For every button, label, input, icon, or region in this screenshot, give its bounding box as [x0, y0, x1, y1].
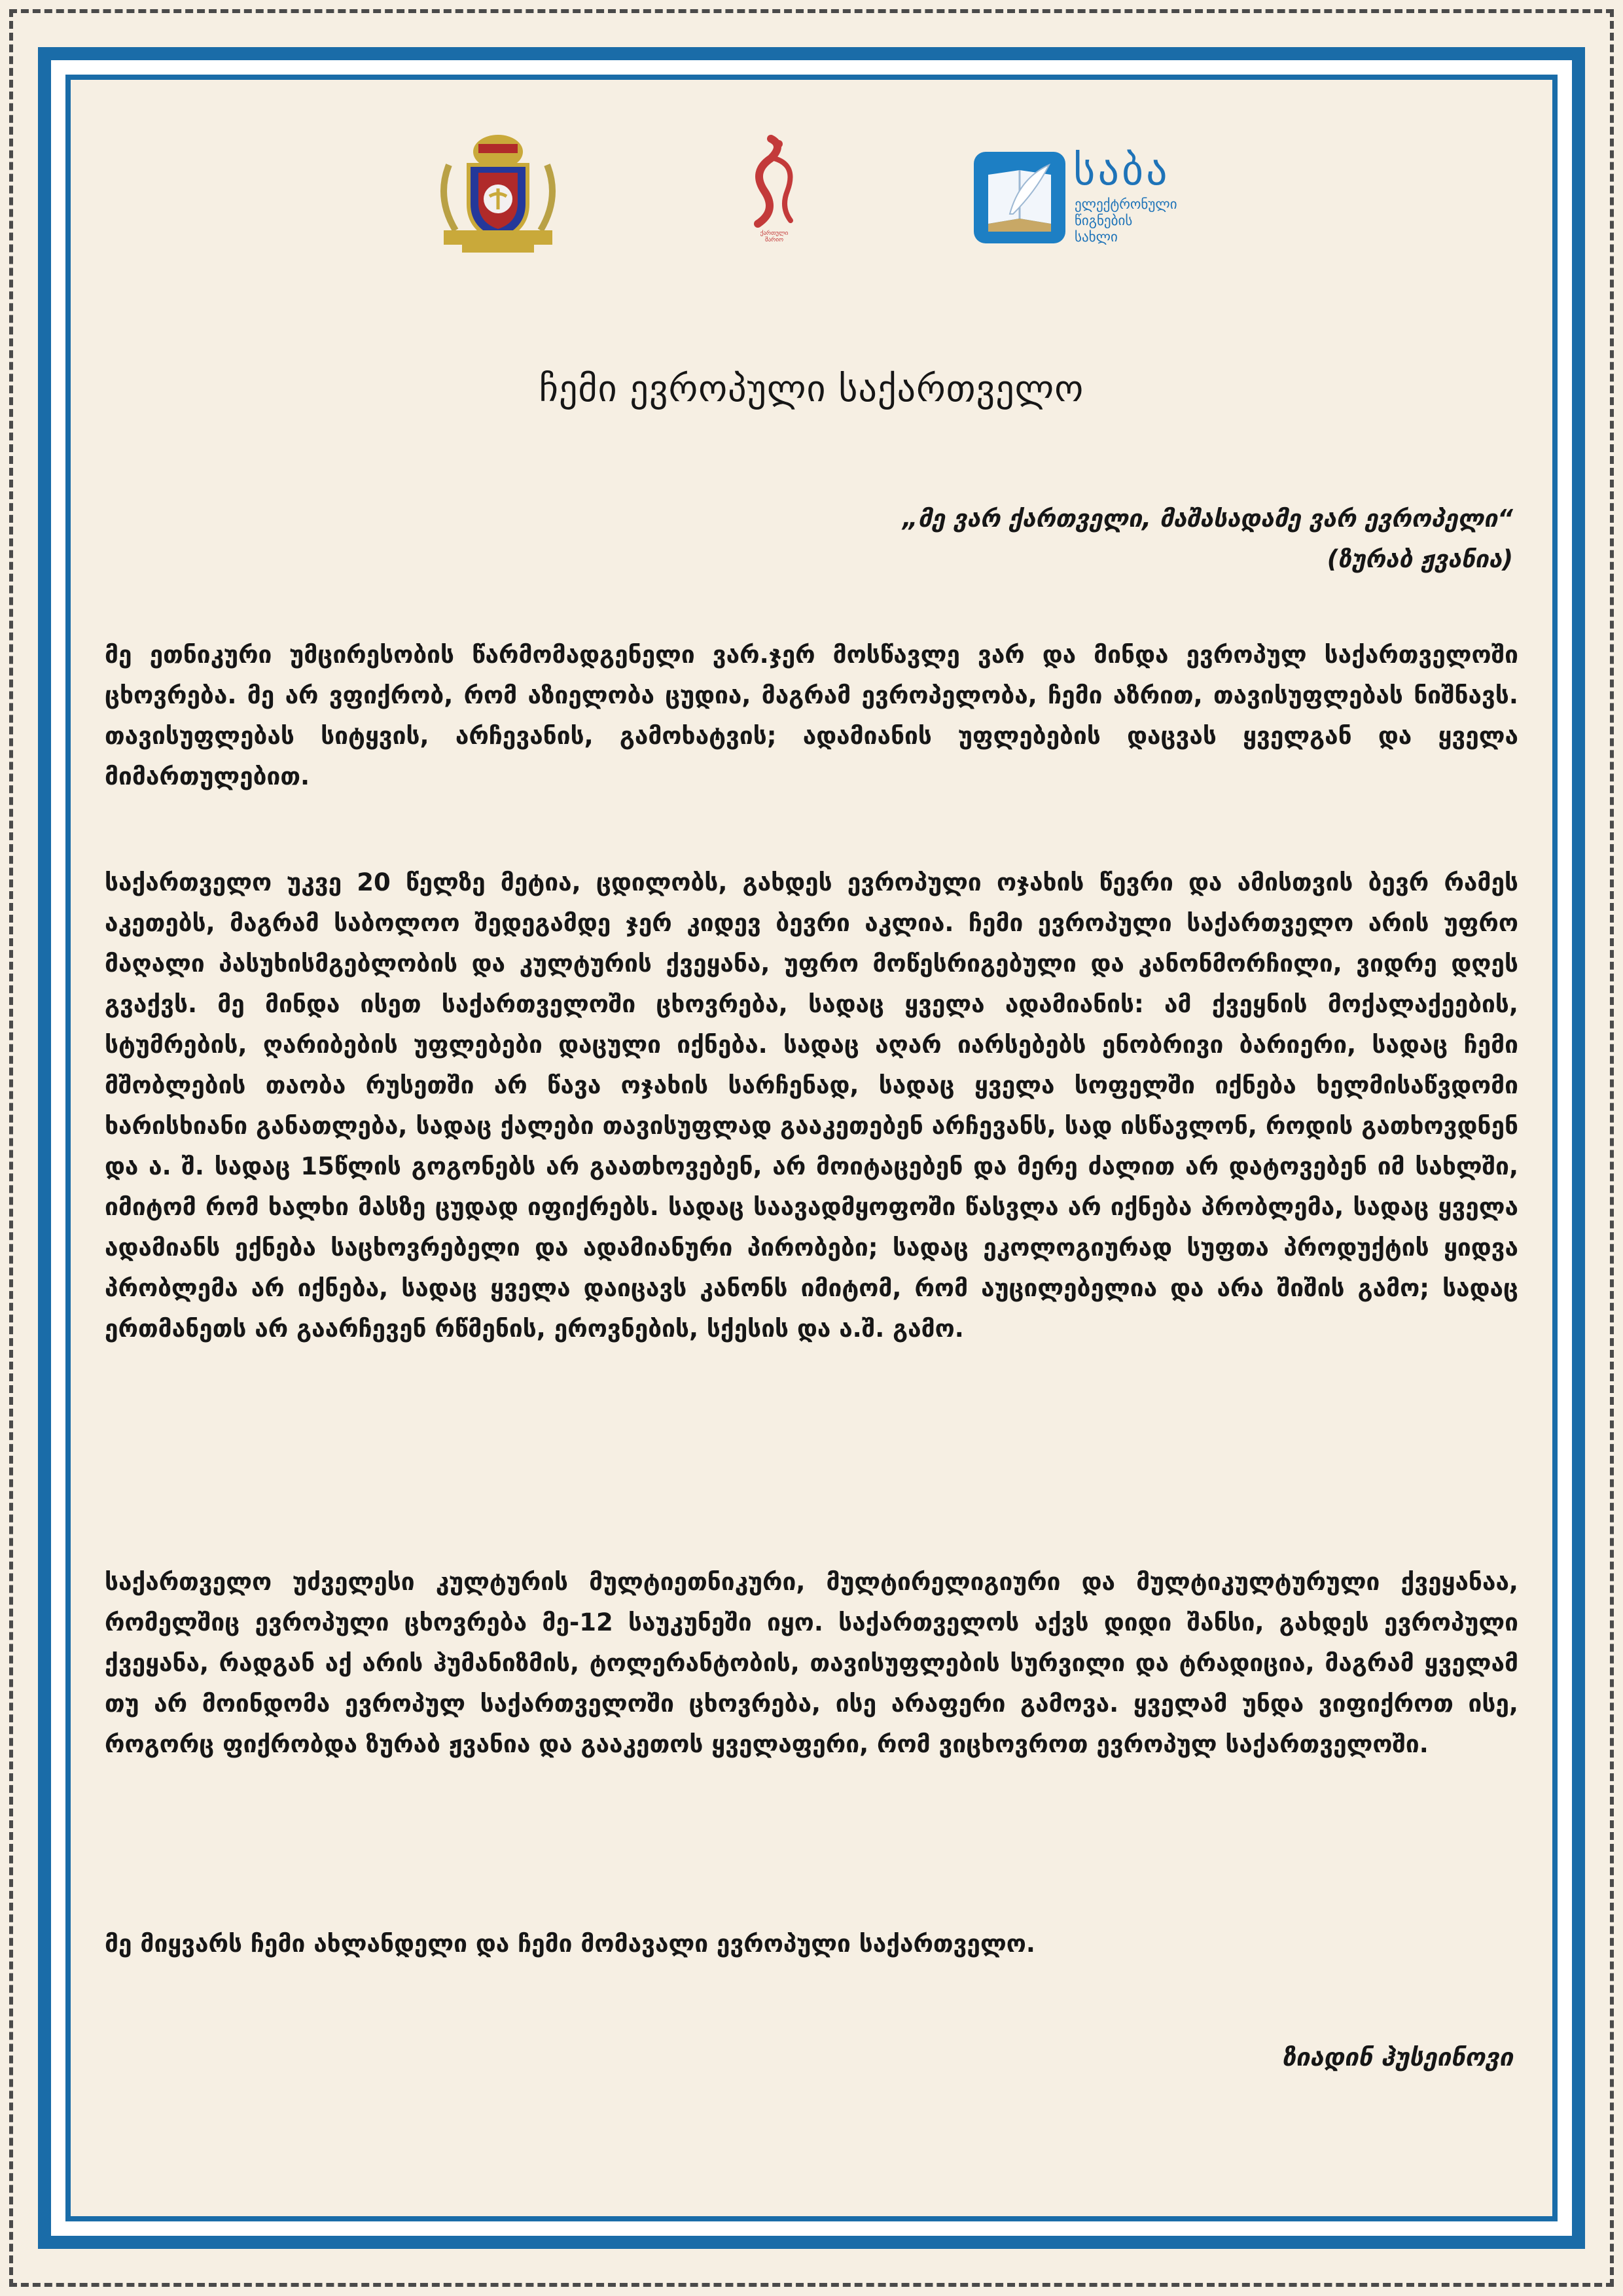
coat-of-arms-logo	[429, 126, 567, 256]
book-icon	[974, 152, 1065, 243]
epigraph-text: „მე ვარ ქართველი, მაშასადამე ვარ ევროპელი“	[902, 504, 1513, 533]
paragraph-3: საქართველო უძველესი კულტურის მულტიეთნიკური, მულტირელიგიური და მულტიკულტურული ქვეყანაა, რომელშიც ევროპული ცხოვრება მე-12 საუკუნეში იყო. საქართველოს აქვს დიდი შანსი, გახდეს ევროპული ქვეყანა, რადგან აქ არის ჰუმანიზმის, ტოლერანტობის, თავისუფლების სურვილი და ტრადიცია, მაგრამ ყველამ თუ არ მოინდომა ევროპულ საქართველოში ცხოვრება, ისე არაფერი გამოვა. ყველამ უნდა ვიფიქროთ ისე, როგორც ფიქრობდა ზურაბ ჟვანია და გააკეთოს ყველაფერი, რომ ვიცხოვროთ ევროპულ საქართველოში.	[105, 1568, 1518, 1758]
page-content	[71, 80, 1552, 2216]
saba-logo	[974, 147, 1249, 250]
paragraph-4: მე მიყვარს ჩემი ახლანდელი და ჩემი მომავალი ევროპული საქართველო.	[105, 1930, 1035, 1958]
epigraph-author: (ზურაბ ჟვანია)	[1327, 545, 1513, 573]
author-signature: ზიადინ ჰუსეინოვი	[1282, 2043, 1513, 2072]
document-title: ჩემი ევროპული საქართველო	[539, 368, 1084, 410]
swirl-logo	[725, 132, 817, 253]
paragraph-1: მე ეთნიკური უმცირესობის წარმომადგენელი ვარ.ჯერ მოსწავლე ვარ და მინდა ევროპულ საქართველოში ცხოვრება. მე არ ვფიქრობ, რომ აზიელობა ცუდია, მაგრამ ევროპელობა, ჩემი აზრით, თავისუფლებას ნიშნავს. თავისუფლებას სიტყვის, არჩევანის, გამოხატვის; ადამიანის უფლებების დაცვას ყველგან და ყველა მიმართულებით.	[105, 641, 1518, 790]
saba-logo-subtitle: ელექტრონული წიგნების სახლი	[1075, 196, 1177, 245]
swirl-logo-caption: ქართული შარიო	[760, 230, 789, 243]
paragraph-2: საქართველო უკვე 20 წელზე მეტია, ცდილობს, გახდეს ევროპული ოჯახის წევრი და ამისთვის ბევრ რამეს აკეთებს, მაგრამ საბოლოო შედეგამდე ჯერ კიდევ ბევრი აკლია. ჩემი ევროპული საქართველო არის უფრო მაღალი პასუხისმგებლობის და კულტურის ქვეყანა, უფრო მოწესრიგებული და კანონმორჩილი, ვიდრე დღეს გვაქვს. მე მინდა ისეთ საქართველოში ცხოვრება, სადაც ყველა ადამიანის: ამ ქვეყნის მოქალაქეების, სტუმრების, ღარიბების უფლებები დაცული იქნება. სადაც აღარ იარსებებს ენობრივი ბარიერი, სადაც ჩემი მშობლების თაობა რუსეთში არ წავა ოჯახის სარჩენად, სადაც ყველა სოფელში იქნება ხელმისაწვდომი ხარისხიანი განათლება, სადაც ქალები თავისუფლად გააკეთებენ არჩევანს, სად ისწავლონ, როდის გათხოვდნენ და ა. შ. სადაც 15წლის გოგონებს არ გაათხოვებენ, არ მოიტაცებენ და მერე ძალით არ დატოვებენ იმ სახლში, იმიტომ რომ ხალხი მასზე ცუდად იფიქრებს. სადაც საავადმყოფოში წასვლა არ იქნება პრობლემა, სადაც ყველა ადამიანს ექნება საცხოვრებელი და ადამიანური პირობები; სადაც ეკოლოგიურად სუფთა პროდუქტის ყიდვა პრობლემა არ იქნება, სადაც ყველა დაიცავს კანონს იმიტომ, რომ აუცილებელია და არა შიშის გამო; სადაც ერთმანეთს არ გაარჩევენ რწმენის, ეროვნების, სქესის და ა.შ. გამო.	[105, 868, 1518, 1343]
saba-logo-name: საბა	[1073, 147, 1170, 195]
epigraph	[902, 499, 1513, 580]
